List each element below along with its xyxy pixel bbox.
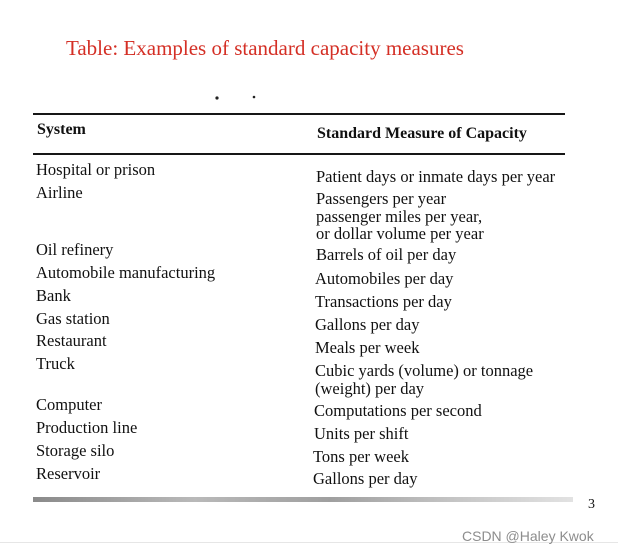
table-cell-measure: Tons per week (313, 447, 409, 466)
table-cell-measure: Passengers per year (316, 189, 447, 208)
table-cell-system: Truck (36, 354, 75, 373)
table-top-rule (33, 113, 565, 115)
table-cell-system: Oil refinery (36, 240, 114, 259)
table-cell-measure: Units per shift (314, 424, 409, 443)
table-cell-measure: Gallons per day (313, 469, 418, 488)
table-cell-measure: Barrels of oil per day (316, 245, 457, 264)
scan-specks (210, 92, 270, 104)
table-cell-system: Bank (36, 286, 71, 305)
table-cell-measure: Computations per second (314, 401, 482, 420)
table-cell-measure: Gallons per day (315, 315, 420, 334)
table-header-rule (33, 153, 565, 155)
table-cell-measure: passenger miles per year, (316, 207, 483, 226)
table-cell-measure: Transactions per day (315, 292, 452, 311)
table-cell-system: Restaurant (36, 331, 107, 350)
table-cell-system: Computer (36, 395, 102, 414)
table-bottom-rule (33, 497, 573, 502)
table-cell-system: Gas station (36, 309, 110, 328)
table-cell-measure: Cubic yards (volume) or tonnage (315, 361, 534, 380)
table-cell-system: Production line (36, 418, 138, 437)
column-header-system: System (37, 121, 86, 138)
table-cell-system: Reservoir (36, 464, 101, 483)
table-cell-system: Hospital or prison (36, 160, 156, 179)
table-cell-measure: Patient days or inmate days per year (316, 167, 556, 186)
page-number: 3 (588, 497, 595, 512)
watermark: CSDN @Haley Kwok (462, 528, 594, 544)
table-cell-measure: Automobiles per day (315, 269, 454, 288)
table-cell-system: Storage silo (36, 441, 115, 460)
table-cell-system: Automobile manufacturing (36, 263, 216, 282)
table-cell-system: Airline (36, 183, 83, 202)
table-cell-measure: or dollar volume per year (316, 224, 484, 243)
table-cell-measure: (weight) per day (315, 379, 425, 398)
column-header-measure: Standard Measure of Capacity (317, 125, 527, 142)
table-cell-measure: Meals per week (315, 338, 420, 357)
slide-title: Table: Examples of standard capacity measures (66, 36, 464, 60)
